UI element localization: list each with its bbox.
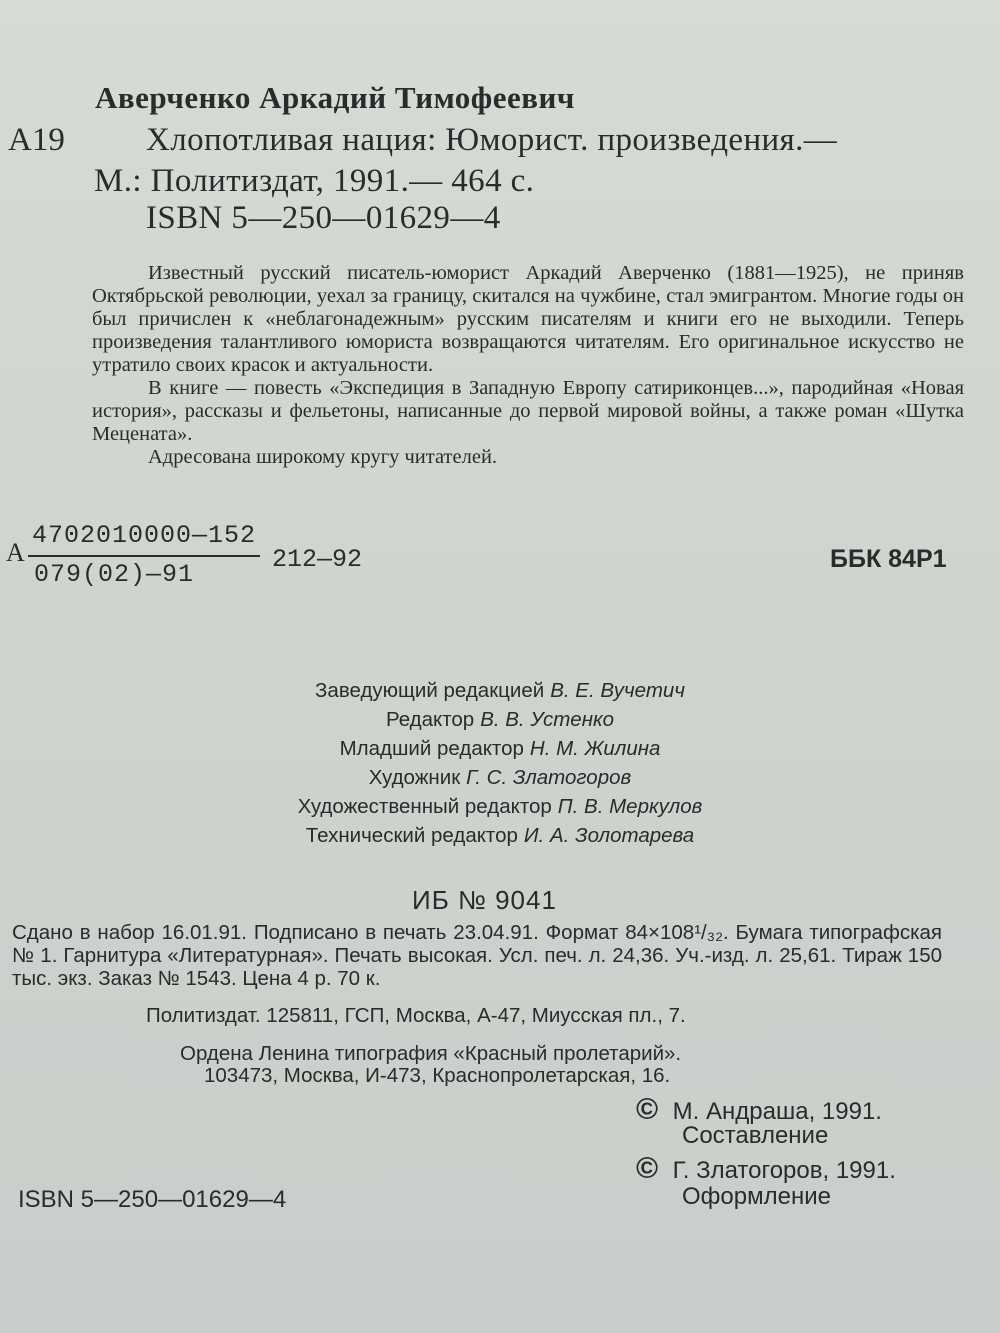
copyright-holder: М. Андраша, 1991. bbox=[672, 1098, 882, 1125]
staff-line bbox=[160, 676, 840, 705]
staff-line bbox=[160, 792, 840, 821]
copyright-symbol: © bbox=[636, 1152, 659, 1185]
staff-role: Младший редактор bbox=[339, 737, 524, 760]
cipher-letter: А bbox=[6, 538, 25, 567]
catalog-code: А19 bbox=[8, 122, 65, 158]
staff-role: Заведующий редакцией bbox=[315, 679, 545, 702]
copyright-role: Оформление bbox=[682, 1183, 831, 1210]
publisher-line: М.: Политиздат, 1991.— 464 с. bbox=[94, 163, 535, 199]
printer-name: Ордена Ленина типография «Красный пролетарий». bbox=[180, 1042, 682, 1065]
book-title: Хлопотливая нация: Юморист. произведения.— bbox=[146, 122, 838, 158]
staff-person: В. В. Устенко bbox=[480, 708, 615, 731]
cipher-denominator: 079(02)—91 bbox=[34, 560, 195, 589]
annotation bbox=[92, 262, 964, 469]
staff-person: Г. С. Златогоров bbox=[466, 766, 632, 789]
printer-address: 103473, Москва, И-473, Краснопролетарская, 16. bbox=[204, 1064, 671, 1087]
bbk-code: ББК 84Р1 bbox=[830, 545, 947, 573]
copyright-symbol: © bbox=[636, 1093, 659, 1126]
annotation-paragraph: Адресована широкому кругу читателей. bbox=[148, 446, 498, 468]
staff-role: Художник bbox=[368, 766, 461, 789]
staff-role: Технический редактор bbox=[305, 824, 518, 847]
cipher-extra: 212—92 bbox=[272, 545, 363, 574]
copyright-holder: Г. Златогоров, 1991. bbox=[672, 1157, 896, 1184]
print-info bbox=[12, 921, 942, 990]
isbn-bottom: ISBN 5—250—01629—4 bbox=[18, 1186, 287, 1213]
staff-line bbox=[160, 734, 840, 763]
cipher-fraction-line bbox=[28, 555, 260, 557]
isbn-top: ISBN 5—250—01629—4 bbox=[146, 200, 501, 236]
staff-person: Н. М. Жилина bbox=[529, 737, 661, 760]
staff-line bbox=[160, 821, 840, 850]
staff-person: П. В. Меркулов bbox=[557, 795, 703, 818]
cipher-numerator: 4702010000—152 bbox=[32, 521, 257, 550]
annotation-paragraph: В книге — повесть «Экспедиция в Западную Европу сатириконцев...», пародийная «Новая история», рассказы и фельетоны, написанные до первой мировой войны, а также роман «Шутка Мецената». bbox=[92, 377, 964, 445]
staff-line bbox=[160, 705, 840, 734]
copyright-role: Составление bbox=[682, 1122, 829, 1149]
staff-line bbox=[160, 763, 840, 792]
editorial-staff bbox=[160, 676, 840, 850]
copyright-2 bbox=[636, 1152, 896, 1186]
print-info-text: Сдано в набор 16.01.91. Подписано в печать 23.04.91. Формат 84×108¹/₃₂. Бумага типографская № 1. Гарнитура «Литературная». Печать высокая. Усл. печ. л. 24,36. Уч.-изд. л. 25,61. Тираж 150 тыс. экз. Заказ № 1543. Цена 4 р. 70 к. bbox=[12, 921, 942, 990]
staff-person: И. А. Золотарева bbox=[523, 824, 695, 847]
staff-role: Художественный редактор bbox=[297, 795, 552, 818]
publisher-address: Политиздат. 125811, ГСП, Москва, А-47, Миусская пл., 7. bbox=[146, 1004, 686, 1027]
annotation-paragraph: Известный русский писатель-юморист Аркадий Аверченко (1881—1925), не приняв Октябрьской революции, уехал за границу, скитался на чужбине, стал эмигрантом. Многие годы он был причислен к «неблагонадежным» русским писателям и книги его не выходили. Теперь произведения талантливого юмориста возвращаются читателям. Его оригинальное искусство не утратило своих красок и актуальности. bbox=[92, 262, 964, 376]
ib-number: ИБ № 9041 bbox=[412, 885, 557, 915]
staff-person: В. Е. Вучетич bbox=[550, 679, 685, 702]
author-name: Аверченко Аркадий Тимофеевич bbox=[95, 80, 575, 115]
staff-role: Редактор bbox=[385, 708, 475, 731]
